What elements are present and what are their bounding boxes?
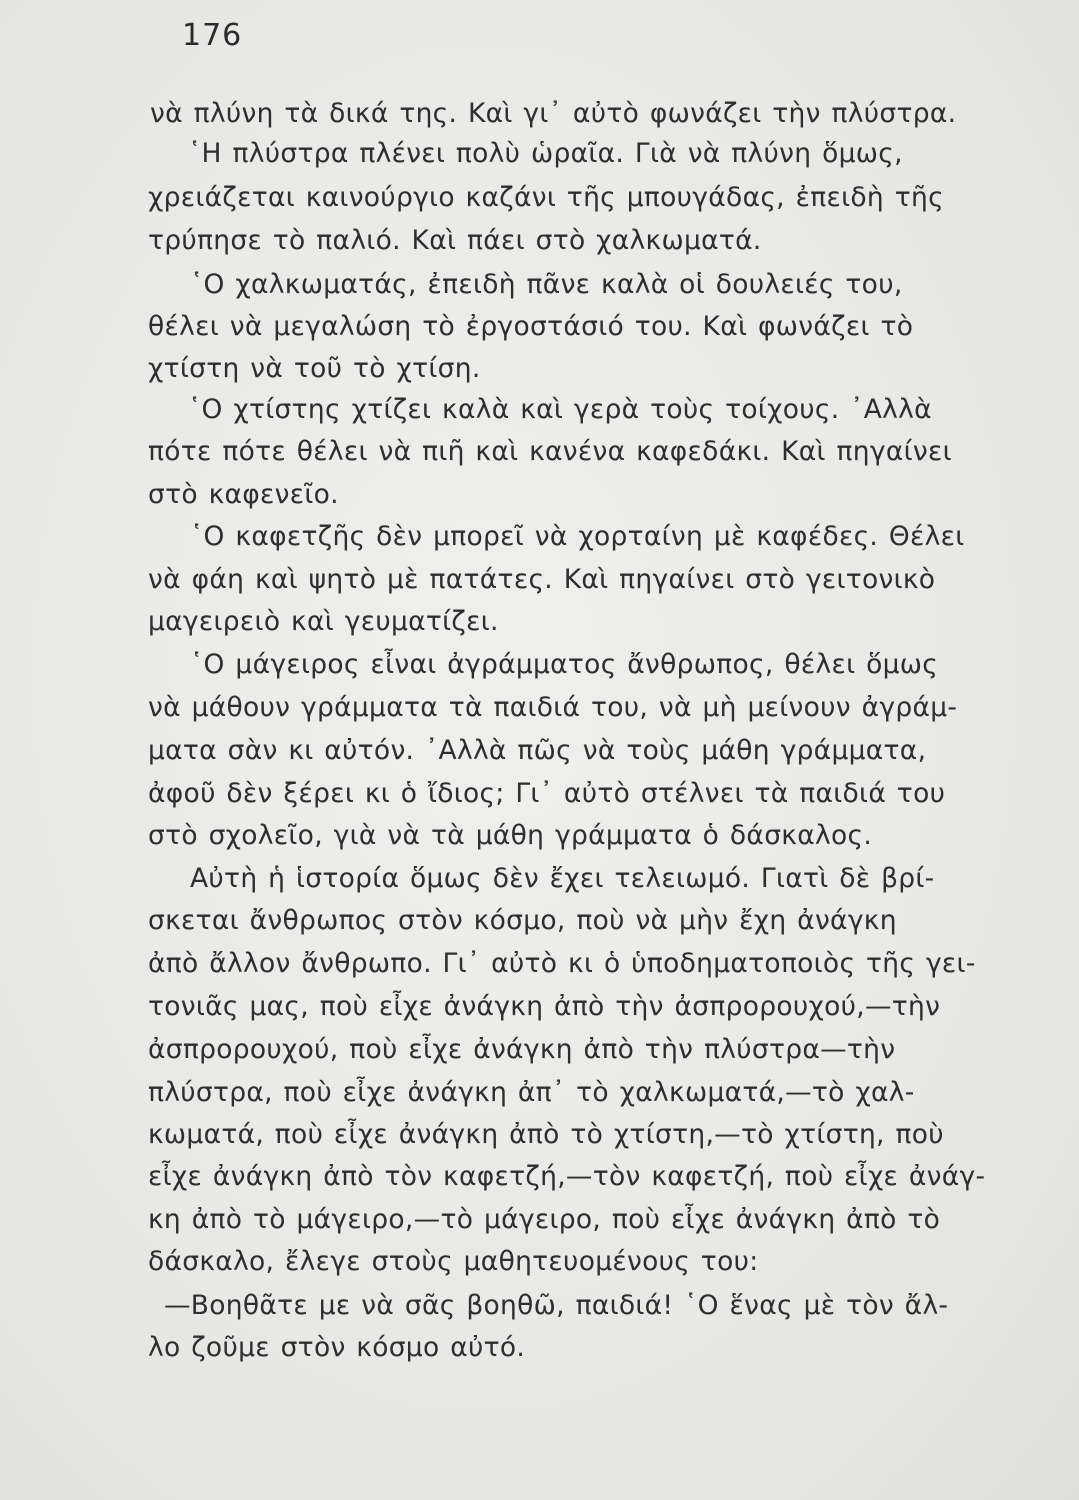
text-line: πλύστρα, ποὺ εἶχε ἀνάγκη ἀπ᾿ τὸ χαλκωματά,—τὸ χαλ- bbox=[148, 1077, 915, 1108]
text-line: —Βοηθᾶτε με νὰ σᾶς βοηθῶ, παιδιά! ῾Ο ἕνας μὲ τὸν ἄλ- bbox=[164, 1290, 949, 1321]
text-line: τονιᾶς μας, ποὺ εἶχε ἀνάγκη ἀπὸ τὴν ἀσπρορουχού,—τὴν bbox=[148, 991, 941, 1022]
page-number: 176 bbox=[182, 18, 243, 53]
text-line: πότε πότε θέλει νὰ πιῆ καὶ κανένα καφεδάκι. Καὶ πηγαίνει bbox=[148, 436, 952, 467]
text-line: ἀφοῦ δὲν ξέρει κι ὁ ἴδιος; Γι᾿ αὐτὸ στέλνει τὰ παιδιά του bbox=[148, 778, 946, 809]
text-line: στὸ καφενεῖο. bbox=[148, 479, 339, 510]
text-line: ματα σὰν κι αὐτόν. ᾿Αλλὰ πῶς νὰ τοὺς μάθη γράμματα, bbox=[148, 735, 927, 766]
text-line: Αὐτὴ ἡ ἱστορία ὅμως δὲν ἔχει τελειωμό. Γιατὶ δὲ βρί- bbox=[190, 863, 935, 894]
text-line: χρειάζεται καινούργιο καζάνι τῆς μπουγάδας, ἐπειδὴ τῆς bbox=[148, 182, 944, 213]
text-line: ῾Ο χαλκωματάς, ἐπειδὴ πᾶνε καλὰ οἱ δουλειές του, bbox=[190, 269, 903, 300]
text-line: νὰ μάθουν γράμματα τὰ παιδιά του, νὰ μὴ μείνουν ἀγράμ- bbox=[148, 692, 958, 723]
text-line: δάσκαλο, ἔλεγε στοὺς μαθητευομένους του: bbox=[148, 1246, 759, 1277]
text-line: λο ζοῦμε στὸν κόσμο αὐτό. bbox=[148, 1332, 526, 1363]
text-line: μαγειρειὸ καὶ γευματίζει. bbox=[148, 606, 499, 637]
text-line: νὰ φάη καὶ ψητὸ μὲ πατάτες. Καὶ πηγαίνει στὸ γειτονικὸ bbox=[148, 564, 936, 595]
text-line: σκεται ἄνθρωπος στὸν κόσμο, ποὺ νὰ μὴν ἔχη ἀνάγκη bbox=[148, 905, 897, 936]
text-line: τρύπησε τὸ παλιό. Καὶ πάει στὸ χαλκωματά. bbox=[148, 225, 762, 256]
text-line: κη ἀπὸ τὸ μάγειρο,—τὸ μάγειρο, ποὺ εἶχε ἀνάγκη ἀπὸ τὸ bbox=[148, 1204, 941, 1235]
text-line: ἀσπρορουχού, ποὺ εἶχε ἀνάγκη ἀπὸ τὴν πλύστρα—τὴν bbox=[148, 1034, 896, 1065]
text-line: χτίστη νὰ τοῦ τὸ χτίση. bbox=[148, 353, 481, 384]
text-line: στὸ σχολεῖο, γιὰ νὰ τὰ μάθη γράμματα ὁ δάσκαλος. bbox=[148, 820, 873, 851]
text-line: νὰ πλύνη τὰ δικά της. Καὶ γι᾿ αὐτὸ φωνάζει τὴν πλύστρα. bbox=[150, 98, 957, 129]
text-line: ῾Ο καφετζῆς δὲν μπορεῖ νὰ χορταίνη μὲ καφέδες. Θέλει bbox=[190, 521, 965, 552]
text-line: ῾Ο μάγειρος εἶναι ἀγράμματος ἄνθρωπος, θέλει ὅμως bbox=[190, 649, 939, 680]
text-line: ἀπὸ ἄλλον ἄνθρωπο. Γι᾿ αὐτὸ κι ὁ ὑποδηματοποιὸς τῆς γει- bbox=[148, 948, 976, 979]
text-line: θέλει νὰ μεγαλώση τὸ ἐργοστάσιό του. Καὶ φωνάζει τὸ bbox=[148, 311, 914, 342]
text-line: εἶχε ἀνάγκη ἀπὸ τὸν καφετζή,—τὸν καφετζή, ποὺ εἶχε ἀνάγ- bbox=[148, 1161, 986, 1192]
text-line: κωματά, ποὺ εἶχε ἀνάγκη ἀπὸ τὸ χτίστη,—τὸ χτίστη, ποὺ bbox=[148, 1119, 944, 1150]
text-line: ῾Η πλύστρα πλένει πολὺ ὡραῖα. Γιὰ νὰ πλύνη ὅμως, bbox=[188, 138, 903, 169]
text-line: ῾Ο χτίστης χτίζει καλὰ καὶ γερὰ τοὺς τοίχους. ᾿Αλλὰ bbox=[188, 394, 932, 425]
